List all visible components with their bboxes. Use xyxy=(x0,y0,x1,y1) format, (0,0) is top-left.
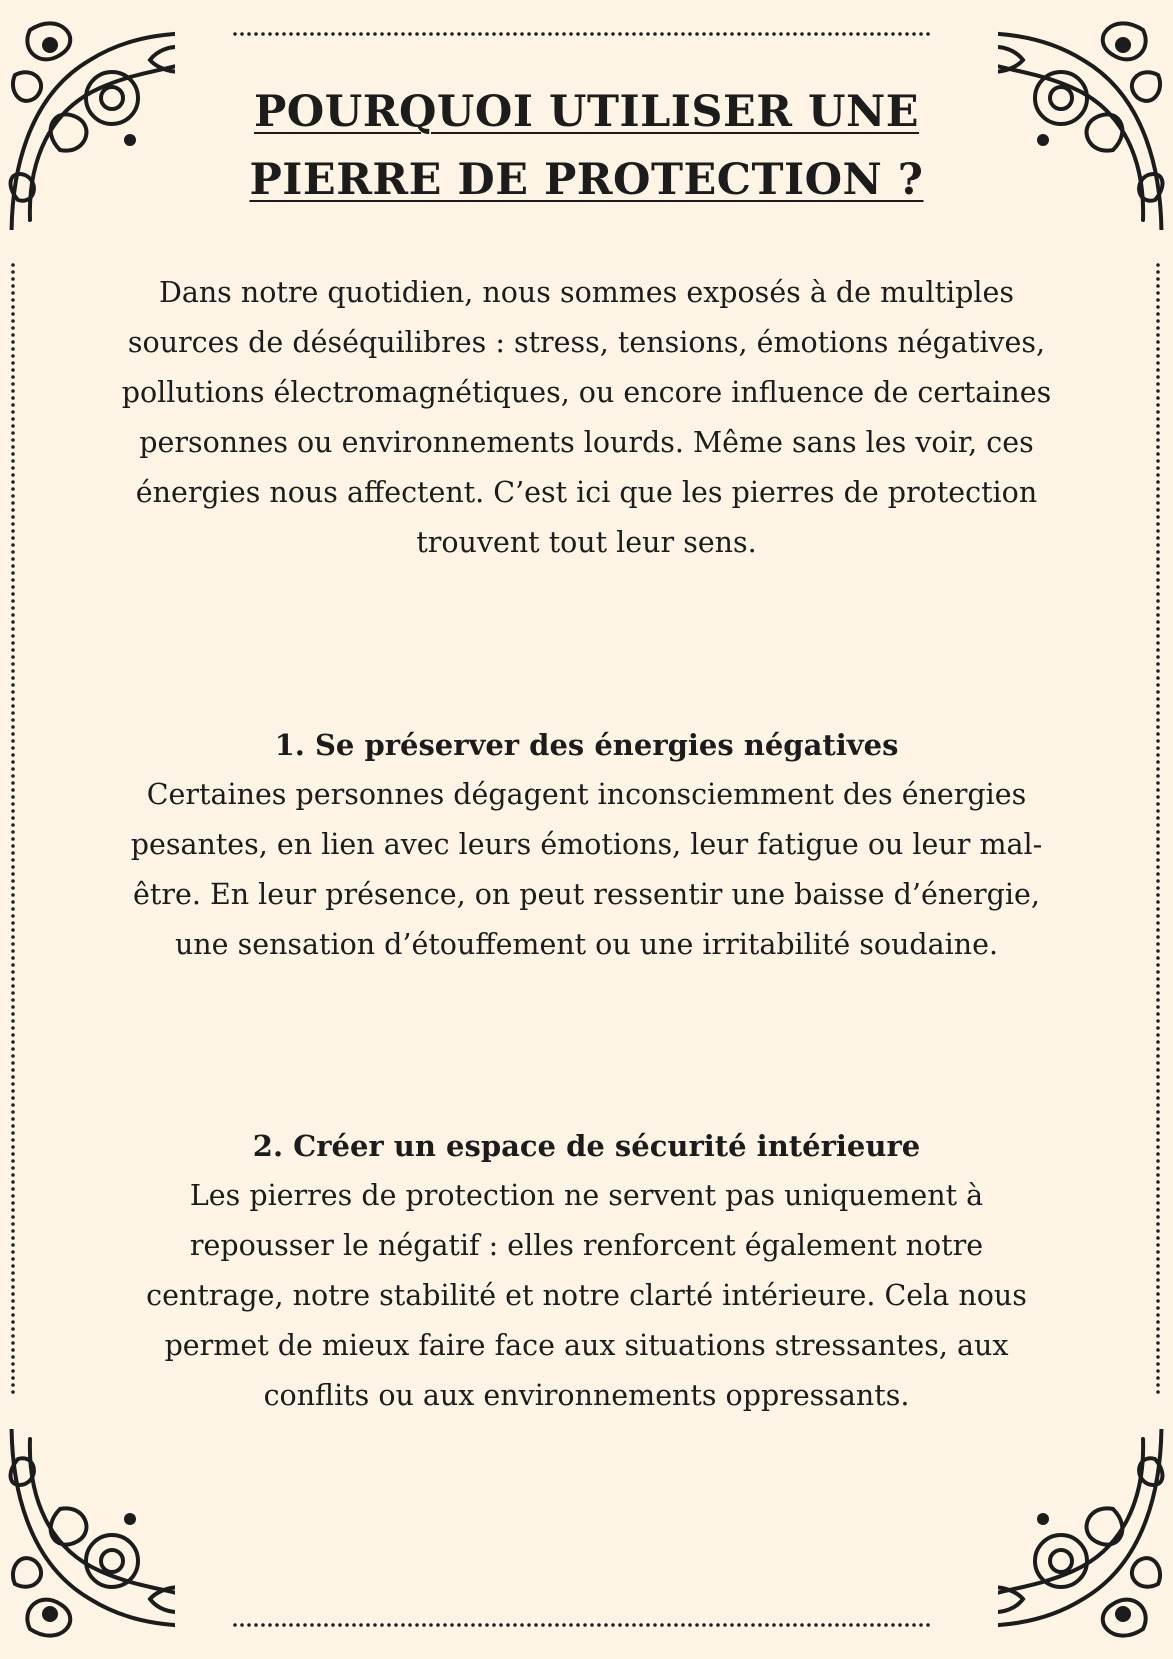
intro-paragraph: Dans notre quotidien, nous sommes exposés à de multiples sources de déséquilibres : stress, tensions, émotions négatives, pollutions électromagnétiques, ou encore influence de certaines personnes ou environnements lourds. Même sans les voir, ces énergies nous affectent. C’est ici que les pierres de protection trouvent tout leur sens. xyxy=(121,276,1052,559)
section-heading: 2. Créer un espace de sécurité intérieure xyxy=(252,1129,921,1163)
section-body: Les pierres de protection ne servent pas uniquement à repousser le négatif : elles renforcent également notre centrage, notre stabilité et notre clarté intérieure. Cela nous permet de mieux faire face aux situations stressantes, aux conflits ou aux environnements oppressants. xyxy=(146,1179,1027,1412)
title-line-2: PIERRE DE PROTECTION ? xyxy=(249,155,924,205)
ornamental-corner-icon xyxy=(998,1429,1173,1659)
section-negative-energies xyxy=(120,720,1053,970)
ornamental-corner-icon xyxy=(0,1429,175,1659)
section-body: Certaines personnes dégagent inconsciemment des énergies pesantes, en lien avec leurs émotions, leur fatigue ou leur mal-être. En leur présence, on peut ressentir une baisse d’énergie, une sensation d’étouffement ou une irritabilité soudaine. xyxy=(130,778,1043,961)
title-line-1: POURQUOI UTILISER UNE xyxy=(253,87,920,137)
section-heading: 1. Se préserver des énergies négatives xyxy=(274,728,899,762)
page-title xyxy=(0,78,1173,214)
section-inner-security xyxy=(120,1121,1053,1421)
